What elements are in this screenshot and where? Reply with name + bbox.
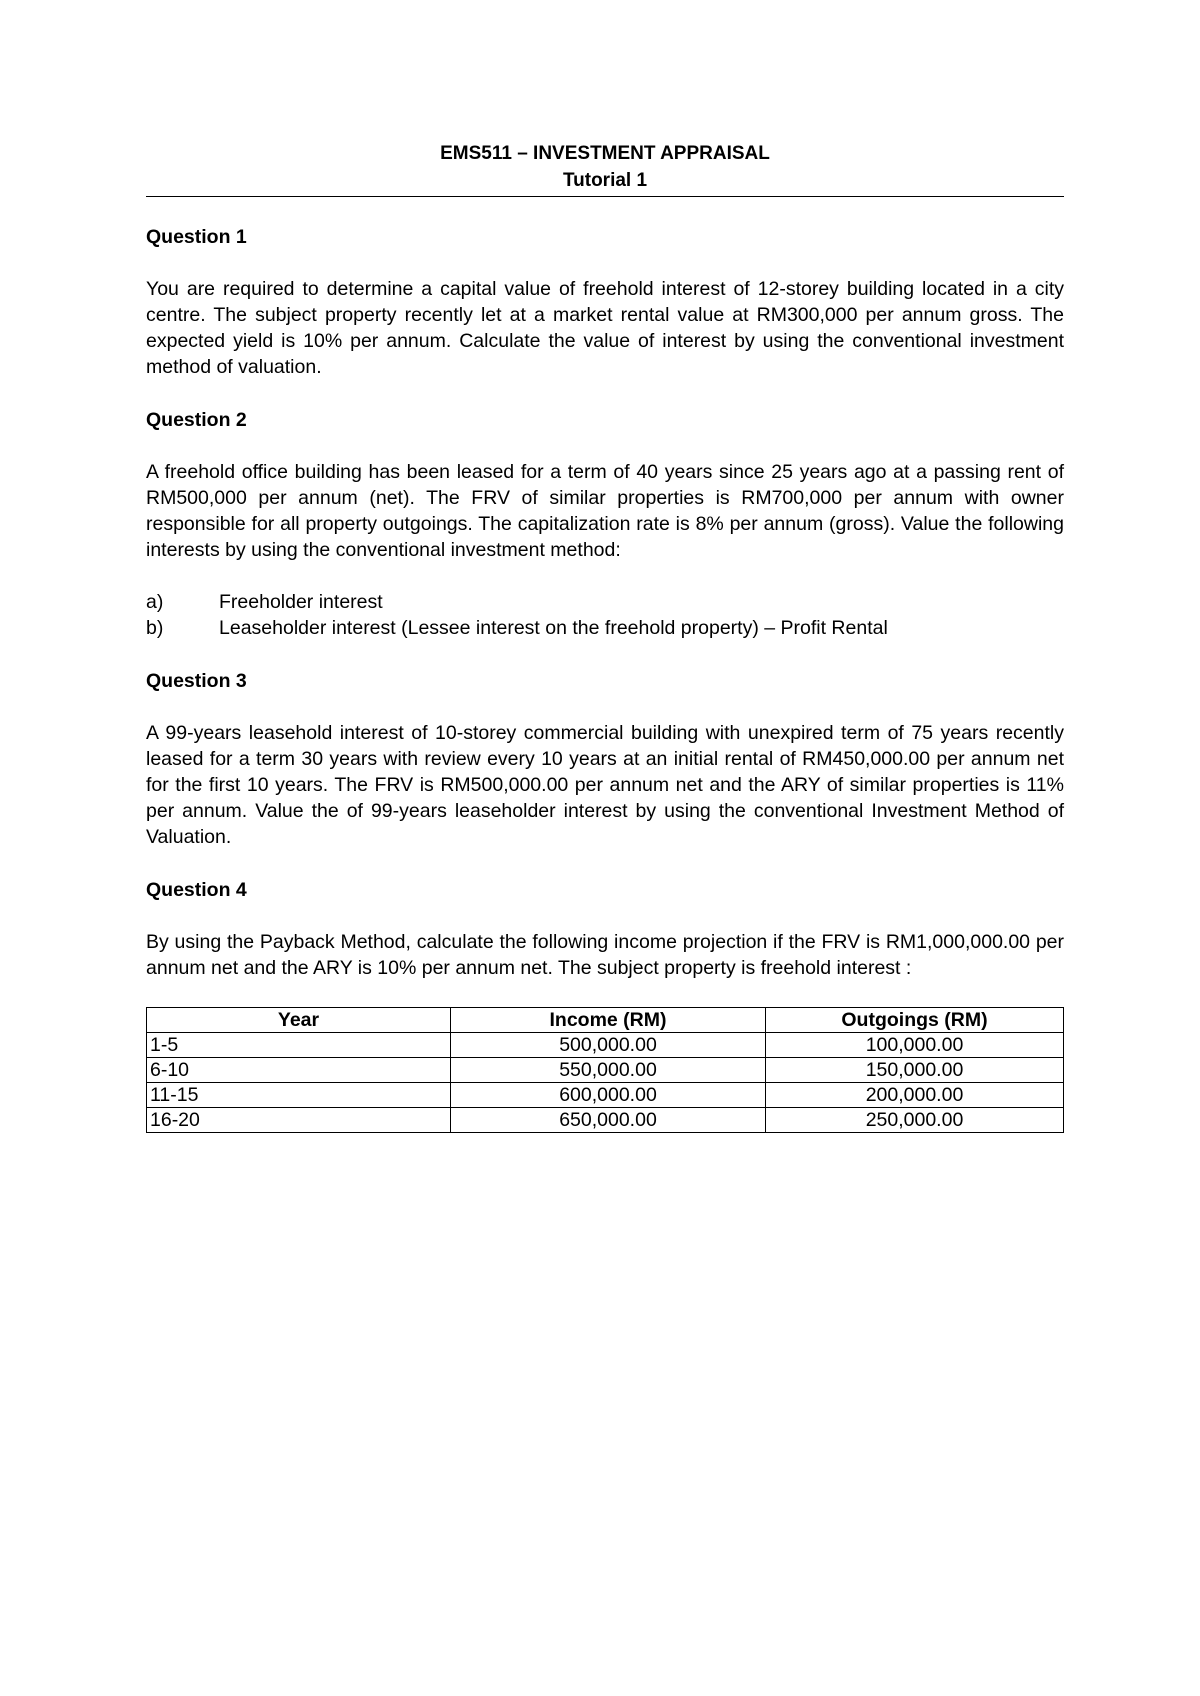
header-income: Income (RM): [451, 1008, 766, 1033]
list-item-text: Leaseholder interest (Lessee interest on the freehold property) – Profit Rental: [219, 617, 888, 639]
table-row: [147, 1033, 1064, 1058]
cell-income: 550,000.00: [451, 1058, 766, 1083]
list-item: [146, 589, 1064, 615]
question-4-title: Question 4: [146, 879, 247, 901]
cell-income: 600,000.00: [451, 1083, 766, 1108]
table-header-row: [147, 1008, 1064, 1033]
header-year: Year: [147, 1008, 451, 1033]
question-2-list: [146, 589, 1064, 641]
question-2-text: A freehold office building has been leased for a term of 40 years since 25 years ago at a passing rent of RM500,000 per annum (net). The FRV of similar properties is RM700,000 per annum with owner responsible for all property outgoings. The capitalization rate is 8% per annum (gross). Value the following interests by using the conventional investment method:: [146, 461, 1064, 561]
question-1-text: You are required to determine a capital value of freehold interest of 12-storey building located in a city centre. The subject property recently let at a market rental value at RM300,000 per annum gross. The expected yield is 10% per annum. Calculate the value of interest by using the conventional investment method of valuation.: [146, 278, 1064, 378]
list-marker: b): [146, 617, 164, 639]
income-projection-table: [146, 1007, 1064, 1133]
cell-outgoings: 200,000.00: [766, 1083, 1064, 1108]
list-item-text: Freeholder interest: [219, 591, 383, 613]
list-marker: a): [146, 591, 164, 613]
table-row: [147, 1083, 1064, 1108]
header-outgoings: Outgoings (RM): [766, 1008, 1064, 1033]
cell-year: 16-20: [147, 1108, 451, 1133]
cell-year: 6-10: [147, 1058, 451, 1083]
cell-year: 1-5: [147, 1033, 451, 1058]
question-3-title: Question 3: [146, 670, 247, 692]
cell-income: 650,000.00: [451, 1108, 766, 1133]
list-item: [146, 615, 1064, 641]
table-row: [147, 1108, 1064, 1133]
tutorial-subtitle: Tutorial 1: [562, 170, 648, 191]
document-page: [146, 140, 1064, 1133]
header-divider: [146, 196, 1064, 197]
course-title: EMS511 – INVESTMENT APPRAISAL: [440, 143, 770, 164]
question-1-title: Question 1: [146, 226, 247, 248]
cell-income: 500,000.00: [451, 1033, 766, 1058]
cell-outgoings: 150,000.00: [766, 1058, 1064, 1083]
question-3-text: A 99-years leasehold interest of 10-storey commercial building with unexpired term of 75 years recently leased for a term 30 years with review every 10 years at an initial rental of RM450,000.00 per annum net for the first 10 years. The FRV is RM500,000.00 per annum net and the ARY of similar properties is 11% per annum. Value the of 99-years leaseholder interest by using the conventional Investment Method of Valuation.: [146, 722, 1064, 848]
cell-year: 11-15: [147, 1083, 451, 1108]
cell-outgoings: 250,000.00: [766, 1108, 1064, 1133]
cell-outgoings: 100,000.00: [766, 1033, 1064, 1058]
document-header: [146, 140, 1064, 194]
question-2-title: Question 2: [146, 409, 247, 431]
table-row: [147, 1058, 1064, 1083]
question-4-text: By using the Payback Method, calculate the following income projection if the FRV is RM1,000,000.00 per annum net and the ARY is 10% per annum net. The subject property is freehold interest :: [146, 931, 1064, 979]
